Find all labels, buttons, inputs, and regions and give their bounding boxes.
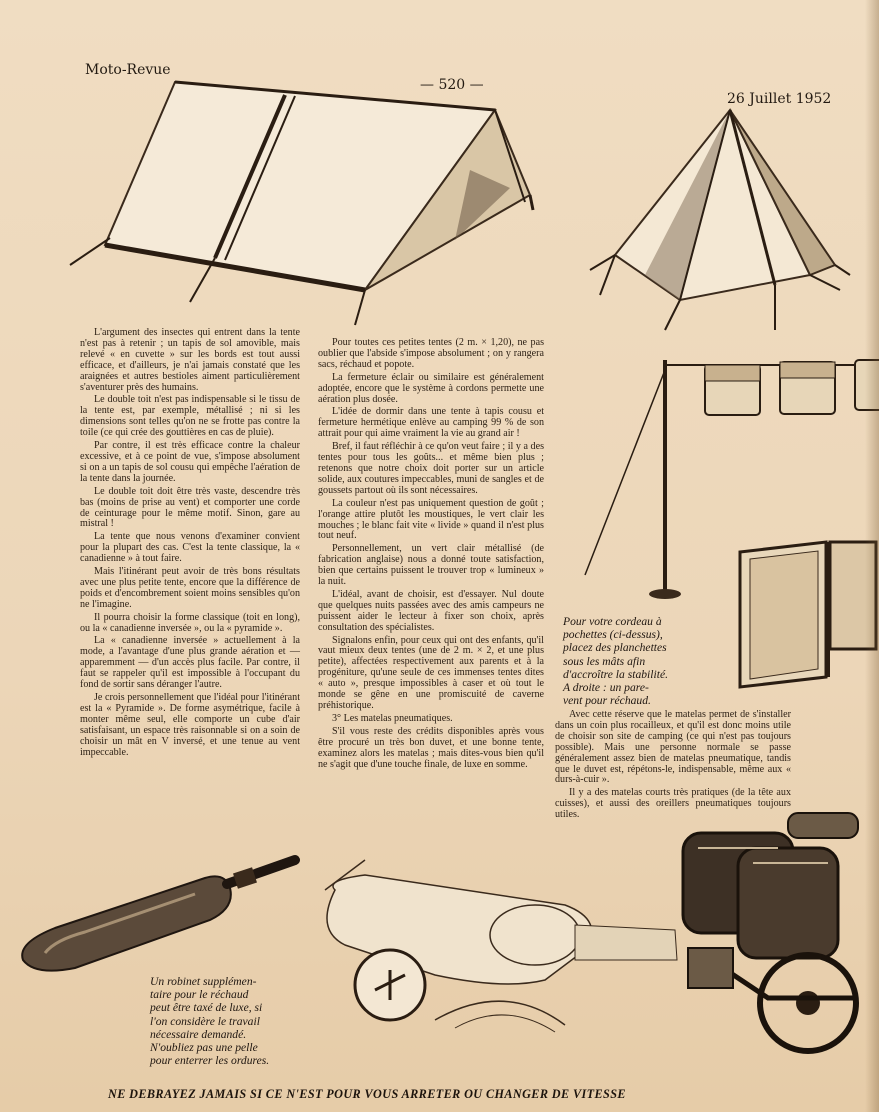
article-column-2 (318, 338, 544, 772)
article-column-1 (80, 328, 300, 760)
paragraph: La fermeture éclair ou similaire est généralement adoptée, encore que le système à cordons permette une aération plus dosée. (318, 371, 544, 405)
paragraph: Le double toit n'est pas indispensable si le tissu de la tente est, par exemple, métallisé ; ni si les dimensions sont telles qu'on ne se frotte pas contre la toile (ce qui crée des gouttières en cas de pluie). (80, 394, 300, 439)
caption-line: l'on considère le travail (150, 1014, 260, 1028)
page-number: — 520 — (420, 77, 484, 93)
paragraph: L'idéal, avant de choisir, est d'essayer. Nul doute que quelques nuits passées avec des amis campeurs ne puissent aider le lecteur à fixer son choix, après consultation des spécialistes. (318, 588, 544, 633)
caption-line: vent pour réchaud. (563, 694, 651, 708)
caption-line: pour enterrer les ordures. (150, 1054, 270, 1068)
paragraph: Signalons enfin, pour ceux qui ont des enfants, qu'il vaut mieux deux tentes (une de 2 m. × 2, et une plus petite), affectées respectivement aux parents et à la progéniture, qu'une seule de ces immenses tentes dites « auto », presque impossibles à caser et où tout le monde se gêne en une promiscuité de caverne préhistorique. (318, 634, 544, 711)
magazine-title: Moto-Revue (85, 62, 171, 78)
caption-line: sous les mâts afin (563, 654, 646, 668)
caption-line: nécessaire demandé. (150, 1027, 247, 1041)
caption-line: A droite : un pare- (563, 681, 649, 695)
paragraph: Pour toutes ces petites tentes (2 m. × 1,20), ne pas oublier que l'abside s'impose absolument ; on y rangera sacs, réchaud et popote. (318, 337, 544, 370)
paragraph: Personnellement, un vert clair métallisé (de fabrication anglaise) nous a donné toute satisfaction, bien que certains puissent le trouver trop « lumineux » la nuit. (318, 543, 544, 588)
article-column-3 (555, 710, 791, 823)
paragraph: S'il vous reste des crédits disponibles après vous être procuré un très bon duvet, et une bonne tente, examinez alors les matelas ; mais dites-vous bien qu'il ne s'agit que d'une touche finale, de luxe en somme. (318, 725, 544, 770)
caption-tap-shovel (150, 975, 330, 1067)
footer-slogan: NE DEBRAYEZ JAMAIS SI CE N'EST POUR VOUS ARRETER OU CHANGER DE VITESSE (108, 1087, 626, 1101)
page-edge-shadow (865, 0, 879, 1112)
caption-line: placez des planchettes (563, 641, 667, 655)
section-heading: 3° Les matelas pneumatiques. (332, 712, 453, 724)
paragraph: Le double toit doit être très vaste, descendre très bas (moins de prise au vent) et comporter une corde de ceinturage pour le même motif. Sinon, gare au mistral ! (80, 485, 300, 530)
ridge-tent-illustration (55, 70, 535, 330)
caption-line: peut être taxé de luxe, si (150, 1001, 263, 1015)
paragraph: Il y a des matelas courts très pratiques (de la tête aux cuisses), et aussi des oreillers pneumatiques toujours utiles. (555, 787, 791, 821)
caption-line: taire pour le réchaud (150, 988, 249, 1002)
caption-line: N'oubliez pas une pelle (150, 1041, 258, 1055)
paragraph: Je crois personnellement que l'idéal pour l'itinérant est la « Pyramide ». De forme asymétrique, facile à monter même seul, elle comporte un cube d'air satisfaisant, un espace très raisonnable si on a soin de choisir un mât en V inversé, et une tenue au vent impeccable. (80, 692, 300, 758)
shovel-illustration (15, 848, 310, 978)
caption-line: Pour votre cordeau à (563, 615, 662, 628)
paragraph: Par contre, il est très efficace contre la chaleur excessive, et à ce point de vue, s'impose absolument si on a un tapis de sol cousu qui empêche l'aération de la tente dans la journée. (80, 440, 300, 484)
paragraph: La « canadienne inversée » actuellement à la mode, a l'avantage d'une plus grande aération et — apparemment — d'un accès plus facile. Par contre, il faut se rappeler qu'il est impossible à l'occupant du fond de sortir sans déranger l'autre. (80, 635, 300, 691)
paragraph: Il pourra choisir la forme classique (toit en long), ou la « canadienne inversée », ou la « pyramide ». (80, 611, 300, 634)
paragraph: L'idée de dormir dans une tente à tapis cousu et fermeture hermétique enlève au camping 99 % de son attrait pour qui aime vraiment la vie au grand air ! (318, 406, 544, 440)
caption-line: Un robinet supplémen- (150, 975, 257, 988)
windscreen-illustration (738, 537, 878, 692)
paragraph: Bref, il faut réfléchir à ce qu'on veut faire ; il y a des tentes pour tous les goûts... et même bien plus ; retenons que notre choix doit porter sur un article solide, aux coutures impeccables, muni de sangles et de goussets partout où ils sont nécessaires. (318, 441, 544, 496)
caption-line: pochettes (ci-dessus), (563, 628, 663, 642)
caption-line: d'accroître la stabilité. (563, 667, 668, 681)
paragraph: L'argument des insectes qui entrent dans la tente n'est pas à retenir ; un tapis de sol amovible, mais relevé « en cuvette » sur les bords est tout aussi efficace, et d'ailleurs, je n'ai jamais constaté que les araignées et autres bestioles aiment particulièrement s'aventurer près des humains. (80, 327, 300, 393)
paragraph: La tente que nous venons d'examiner convient pour la plupart des cas. C'est la tente classique, la « canadienne » à tout faire. (80, 531, 300, 565)
pyramid-tent-illustration (585, 105, 855, 335)
paragraph: La couleur n'est pas uniquement question de goût ; l'orange attire plutôt les moustiques, le vert clair les mouches ; le blanc fait vite « livide » quand il n'est plus tout neuf. (318, 497, 544, 542)
caption-cord-pouches (563, 615, 738, 707)
motorcycle-bags-illustration (678, 808, 868, 1053)
issue-date: 26 Juillet 1952 (727, 91, 832, 107)
paragraph: Mais l'itinérant peut avoir de très bons résultats avec une plus petite tente, encore que la différence de poids et d'encombrement soient moins sensibles qu'on ne l'imagine. (80, 566, 300, 610)
stove-tap-illustration (305, 850, 685, 1040)
paragraph: Avec cette réserve que le matelas permet de s'installer dans un coin plus rocailleux, et qu'il est donc moins utile de choisir son site de camping (ce qui n'est pas toujours possible). Mais une personne normale se passe généralement assez bien de matelas pneumatique, tandis que le duvet est, répétons-le, indispensable, même aux « durs-à-cuir ». (555, 709, 791, 786)
